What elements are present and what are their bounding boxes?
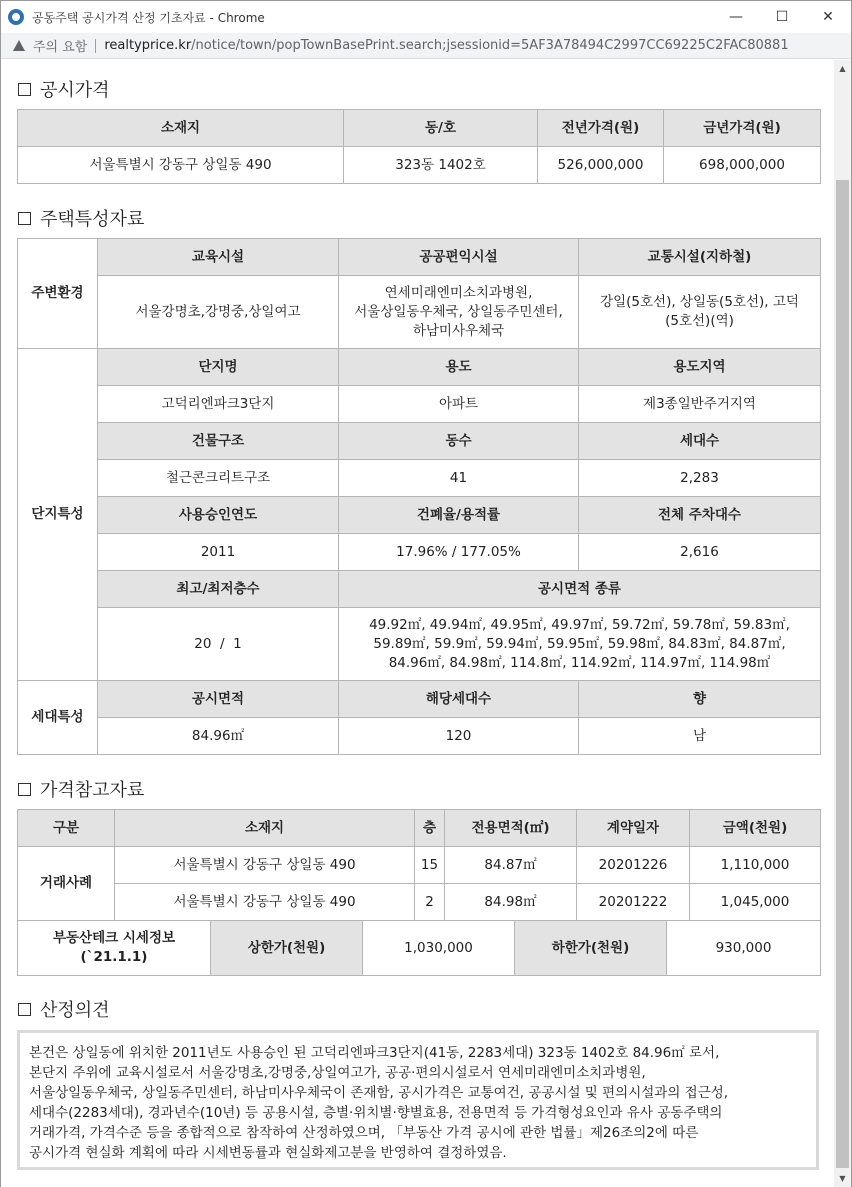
upper-price-value: 1,030,000	[363, 921, 515, 976]
column-header: 용도지역	[579, 349, 821, 386]
table-row	[18, 147, 821, 184]
address-bar[interactable]	[1, 33, 851, 59]
section-title-features	[18, 205, 144, 231]
scroll-down-arrow-icon[interactable]: ▼	[839, 1174, 846, 1183]
opinion-line: 본건은 상일동에 위치한 2011년도 사용승인 된 고덕리엔파크3단지(41동, 2283세대) 323동 1402호 84.96㎡ 로서,	[29, 1045, 720, 1061]
table-row	[18, 276, 821, 349]
upper-price-label: 상한가(천원)	[211, 921, 363, 976]
column-header: 세대수	[579, 423, 821, 460]
security-warning-label[interactable]: 주의 요함	[33, 40, 88, 55]
column-header: 동/호	[344, 110, 538, 147]
column-header: 전체 주차대수	[579, 497, 821, 534]
market-label-line: 부동산테크 시세정보	[52, 930, 176, 946]
opinion-line: 거래가격, 가격수준 등을 종합적으로 참작하여 산정하였으며, 「부동산 가격 공시에 관한 법률」제26조의2에 따른	[29, 1125, 699, 1141]
table-cell: 남	[579, 718, 821, 755]
table-cell: 323동 1402호	[344, 147, 538, 184]
opinion-line: 본단지 주위에 교육시설로서 서울강명초,강명중,상일여고가, 공공·편의시설로서 연세미래엔미소치과병원,	[29, 1065, 646, 1081]
table-row	[18, 884, 821, 921]
table-cell: 제3종일반주거지역	[579, 386, 821, 423]
maximize-button[interactable]: ☐	[775, 9, 789, 25]
table-cell: 20201226	[577, 847, 690, 884]
reference-table	[17, 809, 821, 921]
table-cell: 84.98㎡	[445, 884, 577, 921]
section-title-opinion-text: 산정의견	[40, 1000, 110, 1021]
table-cell: 698,000,000	[664, 147, 821, 184]
url-text[interactable]	[104, 38, 788, 53]
minimize-button[interactable]: —	[729, 9, 743, 25]
table-cell: 15	[415, 847, 445, 884]
table-header-row	[18, 571, 821, 608]
column-header: 층	[415, 810, 445, 847]
column-header: 소재지	[115, 810, 415, 847]
table-header-row	[18, 423, 821, 460]
checkbox-square-icon	[18, 83, 31, 96]
column-header: 사용승인연도	[98, 497, 339, 534]
url-path: /notice/town/popTownBasePrint.search;jsessionid=5AF3A78494C2997CC69225C2FAC80881	[191, 38, 789, 53]
table-cell: 서울강명초,강명중,상일여고	[98, 276, 339, 349]
table-cell: 84.87㎡	[445, 847, 577, 884]
row-header-unit: 세대특성	[18, 681, 98, 755]
column-header: 전년가격(원)	[538, 110, 664, 147]
column-header: 금년가격(원)	[664, 110, 821, 147]
column-header: 동수	[339, 423, 579, 460]
url-host: realtyprice.kr	[104, 38, 192, 53]
table-row	[18, 718, 821, 755]
section-title-price	[18, 76, 110, 102]
table-cell: 고덕리엔파크3단지	[98, 386, 339, 423]
cell-line: (5호선)(역)	[665, 313, 734, 329]
market-price-table	[17, 920, 821, 976]
table-cell: 2	[415, 884, 445, 921]
table-cell: 2,283	[579, 460, 821, 497]
features-table	[17, 238, 821, 755]
row-header-market	[18, 921, 211, 976]
table-cell: 20201222	[577, 884, 690, 921]
warning-icon[interactable]	[13, 40, 25, 51]
column-header: 건물구조	[98, 423, 339, 460]
opinion-line: 공시가격 현실화 계획에 따라 시세변동률과 현실화제고분을 반영하여 결정하였음.	[29, 1145, 507, 1161]
table-cell: 서울특별시 강동구 상일동 490	[115, 847, 415, 884]
table-cell: 17.96% / 177.05%	[339, 534, 579, 571]
table-cell: 120	[339, 718, 579, 755]
table-cell: 84.96㎡	[98, 718, 339, 755]
address-separator	[95, 39, 96, 53]
opinion-line: 서울상일동우체국, 상일동주민센터, 하남미사우체국이 존재함, 공시가격은 교통여건, 공공시설 및 편의시설과의 접근성,	[29, 1085, 729, 1101]
cell-line: 서울상일동우체국, 상일동주민센터,	[354, 303, 563, 320]
table-cell	[339, 276, 579, 349]
row-header-surroundings: 주변환경	[18, 239, 98, 349]
column-header: 계약일자	[577, 810, 690, 847]
row-header-deals: 거래사례	[18, 847, 115, 921]
column-header: 교육시설	[98, 239, 339, 276]
checkbox-square-icon	[18, 212, 31, 225]
table-header-row	[18, 239, 821, 276]
table-row	[18, 921, 821, 976]
title-bar	[1, 1, 851, 33]
table-header-row	[18, 810, 821, 847]
column-header: 공시면적	[98, 681, 339, 718]
section-title-opinion	[18, 996, 110, 1022]
price-table	[17, 109, 821, 184]
column-header: 공시면적 종류	[339, 571, 821, 608]
column-header: 소재지	[18, 110, 344, 147]
scroll-up-arrow-icon[interactable]: ▲	[839, 64, 846, 73]
cell-line: 59.89㎡, 59.9㎡, 59.94㎡, 59.95㎡, 59.98㎡, 84.83㎡, 84.87㎡,	[373, 635, 786, 652]
table-header-row	[18, 497, 821, 534]
window-title: 공동주택 공시가격 산정 기초자료 - Chrome	[32, 10, 265, 25]
column-header: 용도	[339, 349, 579, 386]
column-header: 구분	[18, 810, 115, 847]
section-title-price-text: 공시가격	[40, 80, 110, 101]
page-content	[1, 60, 835, 1187]
checkbox-square-icon	[18, 1003, 31, 1016]
cell-line: 하남미사우체국	[412, 322, 505, 339]
cell-line: 49.92㎡, 49.94㎡, 49.95㎡, 49.97㎡, 59.72㎡, 59.78㎡, 59.83㎡,	[369, 616, 790, 633]
table-cell: 1,110,000	[690, 847, 821, 884]
column-header: 교통시설(지하철)	[579, 239, 821, 276]
lower-price-value: 930,000	[667, 921, 821, 976]
table-header-row	[18, 349, 821, 386]
table-cell: 서울특별시 강동구 상일동 490	[115, 884, 415, 921]
table-row	[18, 460, 821, 497]
opinion-box	[17, 1030, 819, 1170]
table-cell: 2,616	[579, 534, 821, 571]
table-row	[18, 608, 821, 681]
table-cell: 철근콘크리트구조	[98, 460, 339, 497]
vertical-scrollbar[interactable]	[834, 60, 851, 1187]
table-header-row	[18, 681, 821, 718]
column-header: 최고/최저층수	[98, 571, 339, 608]
cell-line: 강일(5호선), 상일동(5호선), 고덕	[600, 294, 799, 310]
opinion-line: 세대수(2283세대), 경과년수(10년) 등 공용시설, 층별·위치별·향별효용, 전용면적 등 가격형성요인과 유사 공동주택의	[29, 1105, 723, 1121]
table-cell: 2011	[98, 534, 339, 571]
chrome-logo-icon	[8, 9, 24, 25]
table-cell: 526,000,000	[538, 147, 664, 184]
column-header: 금액(천원)	[690, 810, 821, 847]
table-row	[18, 386, 821, 423]
column-header: 건폐율/용적률	[339, 497, 579, 534]
column-header: 향	[579, 681, 821, 718]
window-controls	[713, 1, 851, 33]
section-title-reference	[18, 776, 144, 802]
table-cell	[339, 608, 821, 681]
scrollbar-thumb[interactable]	[836, 180, 849, 1168]
table-cell: 아파트	[339, 386, 579, 423]
column-header: 단지명	[98, 349, 339, 386]
column-header: 전용면적(㎡)	[445, 810, 577, 847]
table-cell: 20 / 1	[98, 608, 339, 681]
close-button[interactable]: ✕	[822, 9, 834, 25]
cell-line: 84.96㎡, 84.98㎡, 114.8㎡, 114.92㎡, 114.97㎡, 114.98㎡	[388, 654, 771, 671]
table-cell: 서울특별시 강동구 상일동 490	[18, 147, 344, 184]
section-title-features-text: 주택특성자료	[40, 209, 145, 230]
table-header-row	[18, 110, 821, 147]
column-header: 공공편익시설	[339, 239, 579, 276]
table-row	[18, 847, 821, 884]
row-header-complex: 단지특성	[18, 349, 98, 681]
market-label-line: (`21.1.1)	[80, 949, 148, 965]
checkbox-square-icon	[18, 783, 31, 796]
table-row	[18, 534, 821, 571]
table-cell: 1,045,000	[690, 884, 821, 921]
cell-line: 연세미래엔미소치과병원,	[384, 284, 533, 301]
column-header: 해당세대수	[339, 681, 579, 718]
table-cell	[579, 276, 821, 349]
section-title-reference-text: 가격참고자료	[40, 780, 145, 801]
table-cell: 41	[339, 460, 579, 497]
lower-price-label: 하한가(천원)	[515, 921, 667, 976]
